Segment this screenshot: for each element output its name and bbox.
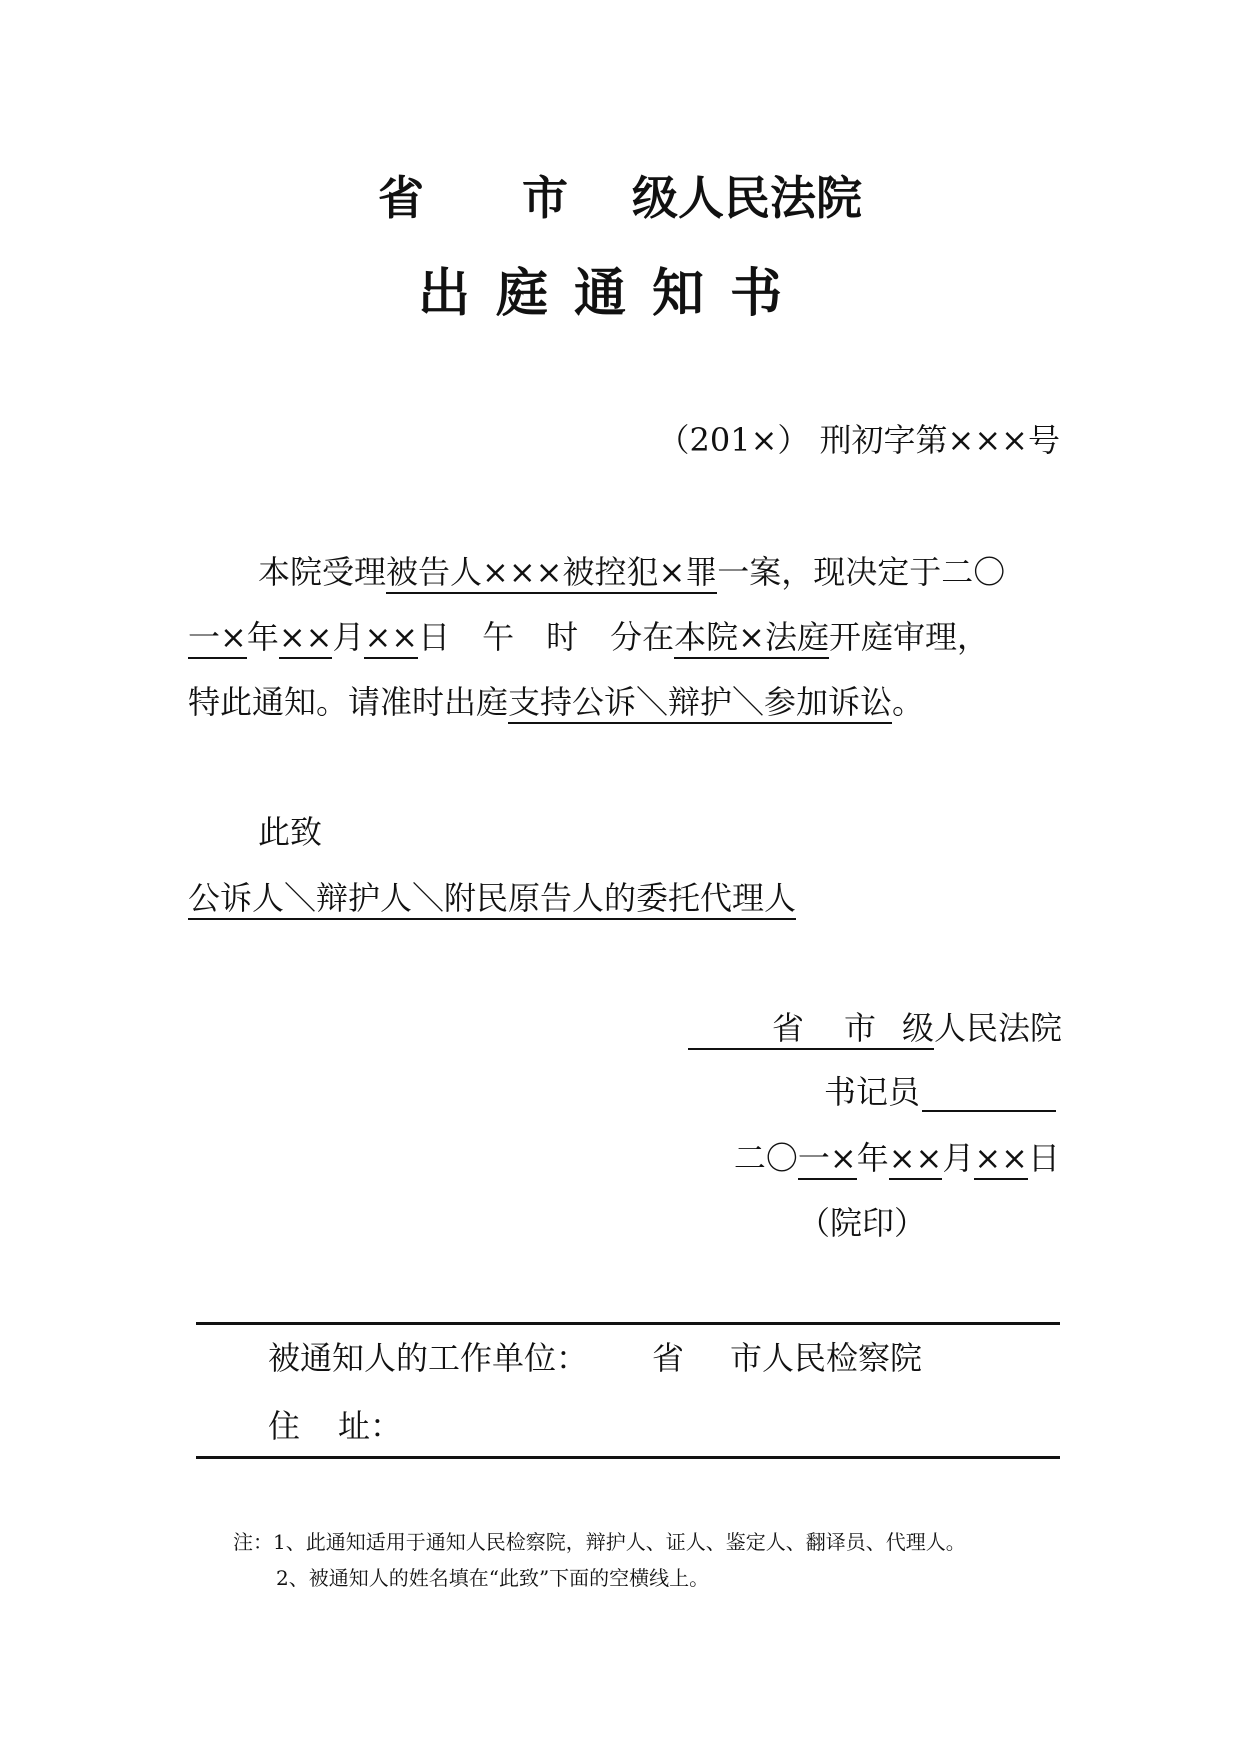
note-2: 2、被通知人的姓名填在“此致”下面的空横线上。	[276, 1566, 710, 1590]
body-text: 本院受理	[258, 553, 387, 591]
recipient-name: 公诉人＼辩护人＼附民原告人的委托代理人	[188, 879, 796, 920]
date-text: 日	[1027, 1139, 1060, 1177]
signature-city: 市	[843, 1009, 876, 1047]
signature-court	[688, 1008, 1062, 1048]
year-label: 年	[246, 618, 279, 656]
date-day: ××	[974, 1139, 1028, 1180]
note-1: 注：1、此通知适用于通知人民检察院，辩护人、证人、鉴定人、翻译员、代理人。	[233, 1530, 966, 1554]
clerk-blank	[922, 1078, 1056, 1112]
signature-court-fill	[688, 1009, 934, 1050]
court-level: 级人民法院	[632, 171, 862, 225]
court-city: 市	[522, 171, 568, 225]
address-label: 址：	[338, 1407, 403, 1445]
salutation: 此致	[258, 813, 323, 851]
body-line-1	[258, 552, 1005, 592]
courtroom: 本院×法庭	[674, 618, 829, 659]
body-text: 。	[892, 683, 925, 721]
hearing-year: 一×	[188, 618, 247, 659]
signature-court-suffix: 人民法院	[933, 1009, 1062, 1047]
address-label: 住	[268, 1407, 301, 1445]
signature-level: 级	[901, 1009, 934, 1047]
clerk-line	[824, 1072, 1056, 1112]
defendant-charge: 被告人×××被控犯×罪	[386, 553, 717, 594]
court-province: 省	[378, 171, 424, 225]
date-month: ××	[889, 1139, 943, 1180]
divider-top	[196, 1322, 1060, 1325]
clerk-label: 书记员	[823, 1073, 920, 1111]
work-unit-city: 市人民检察院	[730, 1339, 923, 1377]
month-label: 月	[332, 618, 365, 656]
hearing-day: ××	[364, 618, 418, 659]
divider-bottom	[196, 1456, 1060, 1459]
work-unit-province: 省	[652, 1339, 685, 1377]
address-line	[268, 1406, 402, 1446]
appearance-role: 支持公诉＼辩护＼参加诉讼	[508, 683, 892, 724]
court-name-heading	[0, 168, 1240, 228]
hearing-month: ××	[279, 618, 333, 659]
signature-date	[734, 1138, 1060, 1178]
document-title: 出庭通知书	[418, 264, 809, 324]
court-seal-label: （院印）	[798, 1204, 927, 1242]
body-line-2	[188, 617, 989, 657]
date-text: 月	[942, 1139, 975, 1177]
body-line-3	[188, 682, 924, 722]
work-unit-label: 被通知人的工作单位：	[268, 1339, 589, 1377]
body-text: 特此通知。请准时出庭	[188, 683, 509, 721]
work-unit-line	[268, 1338, 922, 1378]
case-number: （201×） 刑初字第×××号	[657, 421, 1060, 459]
body-text: 开庭审理，	[828, 618, 989, 656]
date-year: 一×	[798, 1139, 857, 1180]
date-text: 二〇	[733, 1139, 798, 1177]
time-text: 日 午 时 分在	[418, 618, 675, 656]
recipient-line	[188, 878, 796, 918]
signature-province: 省	[771, 1009, 804, 1047]
date-text: 年	[856, 1139, 889, 1177]
body-text: 一案，现决定于二〇	[717, 553, 1006, 591]
